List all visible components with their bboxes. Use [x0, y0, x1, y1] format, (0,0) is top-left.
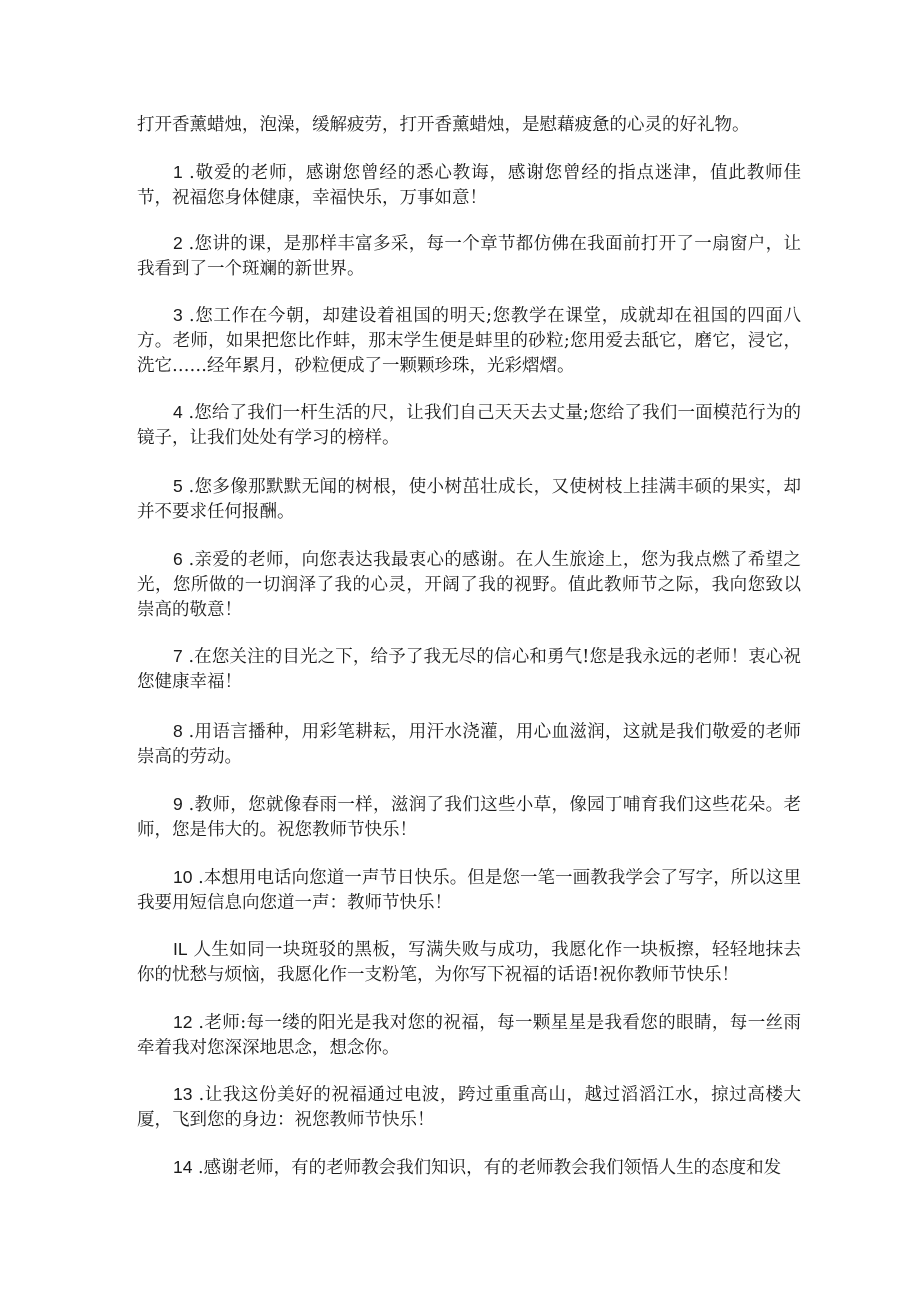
- item-text: .本想用电话向您道一声节日快乐。但是您一笔一画教我学会了写字，所以这里我要用短信息向您道一声：教师节快乐！: [137, 868, 801, 913]
- item-number: 4: [173, 402, 183, 422]
- list-item: [137, 792, 801, 843]
- list-item: [137, 400, 801, 451]
- item-text: .亲爱的老师，向您表达我最衷心的感谢。在人生旅途上，您为我点燃了希望之光，您所做的一切润泽了我的心灵，开阔了我的视野。值此教师节之际，我向您致以崇高的敬意！: [137, 550, 801, 620]
- list-item: [137, 303, 801, 379]
- list-item: [137, 719, 801, 770]
- item-number: 6: [173, 549, 183, 569]
- item-number: 9: [173, 794, 183, 814]
- item-text: .教师，您就像春雨一样，滋润了我们这些小草，像园丁哺育我们这些花朵。老师，您是伟大的。祝您教师节快乐！: [137, 795, 801, 840]
- list-item: [137, 1010, 801, 1061]
- list-item: [137, 644, 801, 695]
- item-number: IL: [173, 939, 188, 959]
- item-number: 14: [173, 1157, 193, 1177]
- item-text: .老师:每一缕的阳光是我对您的祝福，每一颗星星是我看您的眼睛，每一丝雨牵着我对您深深地思念，想念你。: [137, 1013, 801, 1058]
- item-text: .在您关注的目光之下，给予了我无尽的信心和勇气!您是我永远的老师！衷心祝您健康幸福！: [137, 647, 801, 692]
- item-number: 12: [173, 1012, 193, 1032]
- item-text: .让我这份美好的祝福通过电波，跨过重重高山，越过滔滔江水，掠过高楼大厦，飞到您的身边：祝您教师节快乐！: [137, 1085, 801, 1130]
- item-number: 3: [173, 305, 183, 325]
- list-item: [137, 937, 801, 988]
- item-text: .您多像那默默无闻的树根，使小树茁壮成长，又使树枝上挂满丰硕的果实，却并不要求任何报酬。: [137, 477, 801, 522]
- item-text: .您工作在今朝，却建设着祖国的明天;您教学在课堂，成就却在祖国的四面八方。老师，如果把您比作蚌，那末学生便是蚌里的砂粒;您用爱去舐它，磨它，浸它，洗它……经年累月，砂粒便成了一颗颗珍珠，光彩熠熠。: [137, 306, 801, 376]
- list-item: [137, 474, 801, 525]
- item-number: 7: [173, 646, 183, 666]
- item-number: 10: [173, 867, 193, 887]
- item-number: 5: [173, 476, 183, 496]
- lead-paragraph: 打开香薰蜡烛，泡澡，缓解疲劳，打开香薰蜡烛，是慰藉疲惫的心灵的好礼物。: [137, 115, 750, 135]
- item-number: 8: [173, 721, 183, 741]
- item-text: .用语言播种，用彩笔耕耘，用汗水浇灌，用心血滋润，这就是我们敬爱的老师崇高的劳动。: [137, 722, 801, 767]
- list-item: [137, 1082, 801, 1133]
- item-text: .您讲的课，是那样丰富多采，每一个章节都仿佛在我面前打开了一扇窗户，让我看到了一个斑斓的新世界。: [137, 234, 801, 279]
- list-item: [137, 865, 801, 916]
- item-number: 1: [173, 162, 183, 182]
- item-text: .感谢老师，有的老师教会我们知识，有的老师教会我们领悟人生的态度和发: [192, 1158, 782, 1178]
- item-number: 13: [173, 1084, 193, 1104]
- list-item: [137, 231, 801, 282]
- list-item: [137, 160, 801, 211]
- item-text: 人生如同一块斑驳的黑板，写满失败与成功，我愿化作一块板擦，轻轻地抹去你的忧愁与烦恼，我愿化作一支粉笔，为你写下祝福的话语!祝你教师节快乐！: [137, 940, 801, 985]
- item-text: .您给了我们一杆生活的尺，让我们自己天天去丈量;您给了我们一面模范行为的镜子，让我们处处有学习的榜样。: [137, 403, 801, 448]
- list-item: [137, 1155, 801, 1181]
- item-number: 2: [173, 233, 183, 253]
- list-item: [137, 547, 801, 623]
- item-text: .敬爱的老师，感谢您曾经的悉心教诲，感谢您曾经的指点迷津，值此教师佳节，祝福您身体健康，幸福快乐，万事如意！: [137, 163, 801, 208]
